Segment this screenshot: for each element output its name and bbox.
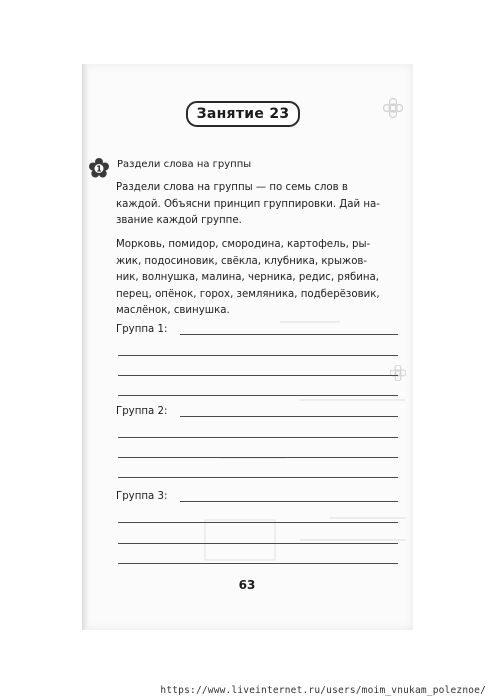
answer-line[interactable] <box>118 457 398 458</box>
answer-line[interactable] <box>118 563 398 564</box>
answer-line[interactable] <box>118 477 398 478</box>
answer-line[interactable] <box>118 522 398 523</box>
group-label-2: Группа 2: <box>116 406 168 417</box>
answer-line[interactable] <box>180 501 398 502</box>
task-flower-icon <box>89 158 109 178</box>
answer-line[interactable] <box>180 334 398 335</box>
word-list: Морковь, помидор, смородина, картофель, ры- жик, подосиновик, свёкла, клубника, крыжов- ник, волнушка, малина, черника, редис, рябина, перец, опёнок, горох, земляника, подберёзовик, маслёнок, свинушка. <box>116 239 380 316</box>
group-label-3: Группа 3: <box>116 491 168 502</box>
svg-text:1: 1 <box>96 164 102 174</box>
answer-line[interactable] <box>180 416 398 417</box>
answer-line[interactable] <box>118 355 398 356</box>
answer-line[interactable] <box>118 375 398 376</box>
lesson-title-text: Занятие 23 <box>196 106 290 122</box>
answer-line[interactable] <box>118 437 398 438</box>
group-label-1: Группа 1: <box>116 324 168 335</box>
lesson-title <box>186 101 300 127</box>
answer-line[interactable] <box>118 395 398 396</box>
page-number: 63 <box>238 578 256 592</box>
answer-line[interactable] <box>118 543 398 544</box>
source-url[interactable]: https://www.liveinternet.ru/users/moim_vnukam_poleznoe/ <box>160 685 486 696</box>
task-label: Раздели слова на группы <box>117 159 252 170</box>
task-instruction: Раздели слова на группы — по семь слов в каждой. Объясни принцип группировки. Дай на- звание каждой группе. <box>116 182 380 226</box>
